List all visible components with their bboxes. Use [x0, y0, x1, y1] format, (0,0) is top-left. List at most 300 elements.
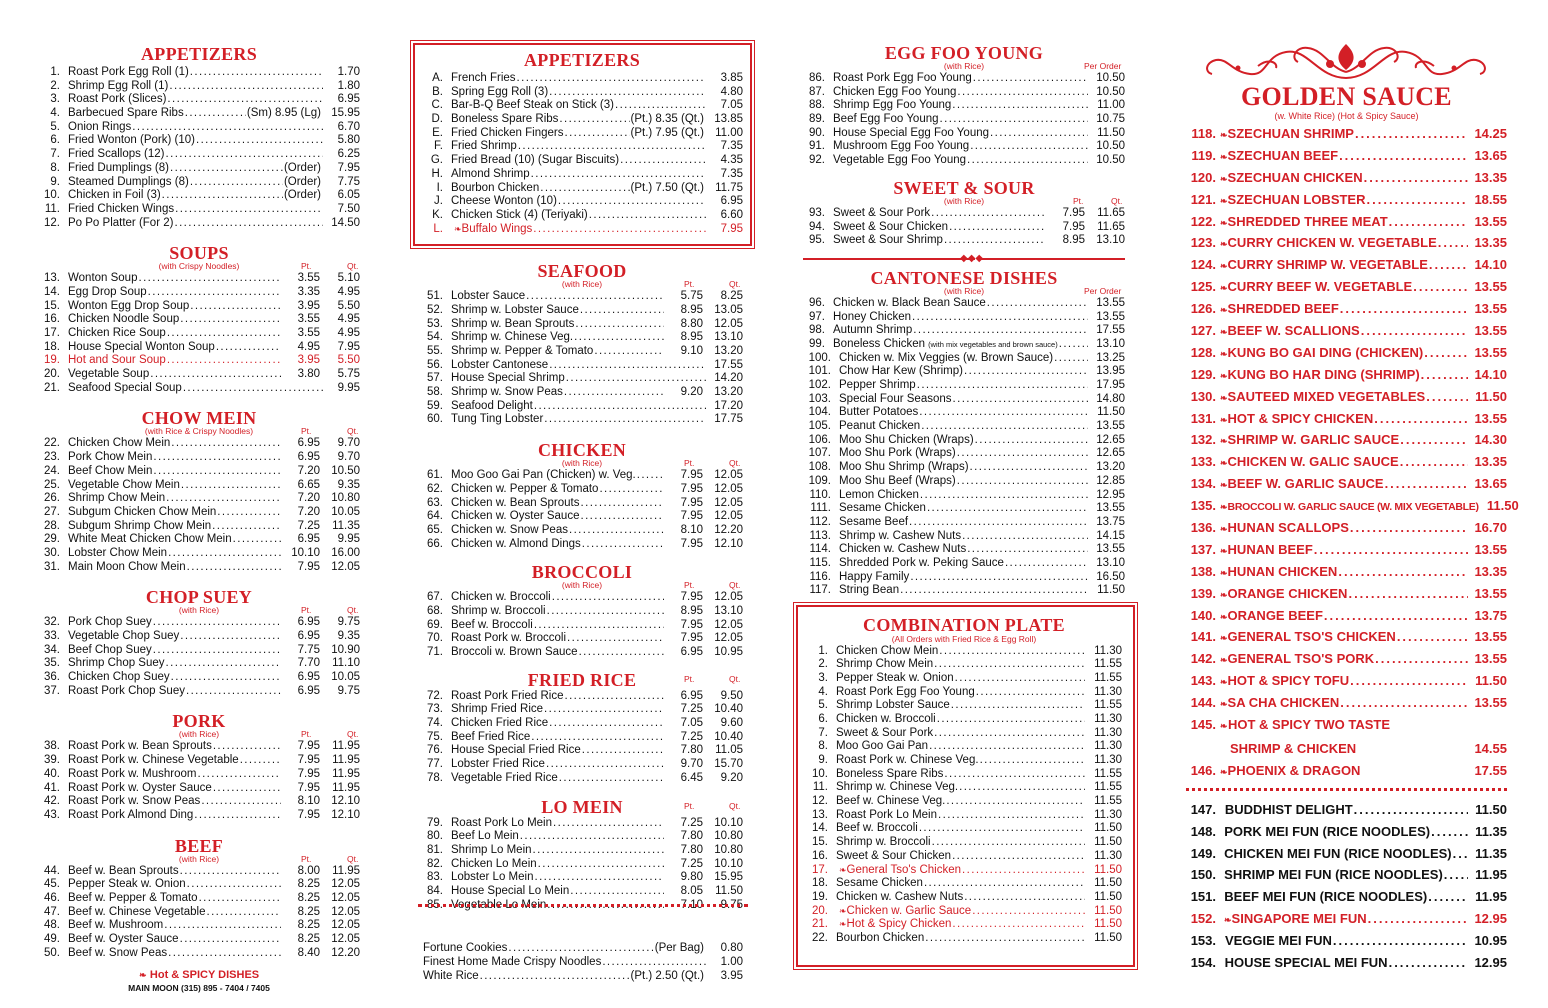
item-145: [1186, 714, 1507, 760]
menu-item: [803, 221, 1125, 235]
item-number: 135.: [1190, 498, 1216, 514]
dot-leader: [138, 272, 281, 286]
item-number: 87.: [809, 85, 825, 98]
item-price: 10.95: [714, 646, 743, 658]
menu-item: [803, 571, 1125, 585]
menu-item: [806, 672, 1122, 686]
dot-leader: [957, 475, 1088, 489]
item-name: Chicken w. Cashew Nuts: [839, 543, 967, 556]
menu-item: [421, 86, 743, 100]
item-price: 7.35: [720, 140, 743, 153]
chili-pepper-icon: ❧: [1220, 305, 1228, 316]
item-name: SZECHUAN LOBSTER: [1227, 191, 1366, 207]
menu-item: [1186, 145, 1507, 167]
menu-item: [421, 830, 743, 844]
dot-leader: [553, 817, 664, 831]
item-price: 13.35: [1474, 563, 1507, 579]
menu-item: [38, 644, 360, 658]
menu-column-4: [1186, 0, 1519, 974]
item-number: 78.: [427, 771, 443, 784]
item-name: HOT & SPICY TWO TASTE: [1228, 717, 1391, 733]
item-price: 5.75: [337, 368, 360, 381]
dot-leader: [938, 809, 1085, 823]
dot-leader: [1368, 908, 1468, 930]
item-name: Onion Rings: [68, 120, 132, 133]
dot-leader: [944, 234, 1046, 248]
dot-leader: [547, 605, 664, 619]
dot-leader: [575, 318, 664, 332]
item-number: 93.: [809, 206, 825, 219]
item-name: Shrimp w. Bean Sprouts: [451, 317, 575, 330]
cantonese-list: [803, 297, 1125, 598]
menu-item: [1186, 952, 1507, 974]
item-size-note: (Order): [283, 189, 321, 202]
dot-leader: [1350, 670, 1468, 692]
quart-header: Qt.: [729, 800, 741, 811]
item-price-pint: 7.20: [297, 464, 320, 477]
item-size-note: (Order): [283, 175, 321, 188]
item-price: 14.20: [714, 372, 743, 385]
item-price: 12.05: [331, 933, 360, 945]
item-number: 11.: [812, 781, 828, 794]
item-number: 127.: [1190, 323, 1216, 339]
menu-item: [1186, 864, 1507, 886]
dot-leader: [1413, 276, 1468, 298]
item-number: 104.: [808, 406, 831, 419]
quart-header: Qt.: [729, 458, 741, 469]
item-price: 13.35: [1474, 235, 1507, 251]
menu-item: [421, 318, 743, 332]
menu-item: [803, 584, 1125, 598]
dot-leader: [567, 632, 664, 646]
chili-pepper-icon: ❧: [1220, 589, 1228, 600]
item-price: 13.55: [1474, 301, 1507, 317]
item-number: 115.: [809, 556, 831, 569]
item-price-pint: 7.80: [680, 744, 703, 757]
chili-pepper-icon: ❧: [1220, 721, 1228, 732]
menu-item: [421, 483, 743, 497]
menu-item: [421, 413, 743, 427]
egg-foo-young-list: [803, 72, 1125, 168]
item-price: 11.55: [1094, 781, 1122, 794]
item-price-pint: 7.95: [680, 618, 703, 631]
item-price: 10.05: [331, 505, 360, 518]
item-name: PORK MEI FUN (RICE NOODLES): [1224, 823, 1431, 839]
item-146: [1186, 760, 1507, 782]
item-name: Roast Pork w. Broccoli: [451, 632, 567, 645]
item-price-pint: 8.25: [297, 878, 320, 891]
item-price: 12.05: [714, 317, 743, 330]
section-subtitle: (with Rice): [178, 853, 220, 864]
item-number: 85.: [427, 898, 443, 911]
item-price: 12.05: [714, 618, 743, 631]
item-price-pint: 7.25: [297, 519, 320, 532]
item-price: 14.15: [1096, 529, 1125, 542]
item-number: 15.: [812, 836, 828, 849]
item-price: 7.75: [337, 175, 360, 188]
item-price: 11.50: [1486, 498, 1519, 514]
item-price: 12.10: [331, 808, 360, 821]
item-name: HOT & SPICY TOFU: [1227, 673, 1350, 689]
item-name: Beef Chow Mein: [68, 464, 153, 477]
item-price: 10.80: [331, 492, 360, 505]
pint-header: Pt.: [684, 800, 695, 811]
item-price: 17.95: [1096, 379, 1125, 391]
dot-leader: [171, 671, 281, 685]
menu-item: [38, 933, 360, 947]
item-name: Shrimp w. Lobster Sauce: [451, 303, 579, 316]
item-price: 13.55: [1474, 344, 1507, 360]
dot-leader: [185, 107, 246, 121]
menu-item: [803, 72, 1125, 86]
item-price: 1.00: [720, 956, 743, 968]
chili-pepper-icon: ❧: [1220, 195, 1228, 206]
item-size-note: (Per Bag): [654, 942, 704, 955]
chili-pepper-icon: ❧: [1220, 327, 1228, 338]
item-price: 11.95: [1475, 867, 1507, 883]
item-name: Pepper Steak w. Onion: [68, 878, 186, 891]
dot-leader: [153, 451, 281, 465]
item-name: Autumn Shrimp: [833, 324, 913, 337]
dot-leader: [181, 479, 281, 493]
dot-leader: [615, 99, 706, 113]
chili-pepper-icon: ❧: [839, 905, 847, 916]
dot-leader: [1375, 648, 1468, 670]
menu-item: [421, 703, 743, 717]
item-number: 60.: [427, 413, 443, 426]
item-number: 21.: [812, 918, 828, 931]
menu-item: [806, 699, 1122, 713]
chili-pepper-icon: ❧: [1220, 173, 1228, 184]
item-number: 2.: [818, 658, 828, 671]
menu-item: [38, 533, 360, 547]
item-price: 7.95: [720, 222, 743, 235]
item-price: 10.40: [714, 730, 743, 743]
dot-leader: [952, 850, 1085, 864]
item-price: 13.35: [1474, 454, 1507, 470]
dot-leader: [927, 502, 1088, 516]
item-name: HOUSE SPECIAL MEI FUN: [1224, 954, 1388, 970]
menu-item: [38, 451, 360, 465]
item-name: Roast Pork Lo Mein: [836, 808, 937, 821]
item-price-pint: 9.80: [680, 871, 703, 884]
chili-pepper-icon: ❧: [839, 919, 847, 930]
dot-leader: [183, 382, 323, 396]
item-price: 12.95: [1474, 954, 1507, 970]
item-number: 32.: [44, 616, 60, 629]
item-price: 12.05: [714, 469, 743, 482]
dot-leader: [564, 690, 664, 704]
menu-item: [38, 906, 360, 920]
dot-leader: [957, 447, 1088, 461]
item-price: 6.70: [337, 120, 360, 133]
dot-leader: [929, 740, 1085, 754]
item-price: 12.10: [714, 537, 743, 550]
item-price: 4.95: [337, 327, 360, 339]
item-price: 13.10: [1096, 556, 1125, 569]
item-name: Honey Chicken: [833, 310, 911, 323]
item-number: 7.: [818, 726, 828, 739]
dot-leader: [552, 591, 664, 605]
item-price: 5.50: [337, 299, 360, 312]
item-price: 12.10: [331, 795, 360, 808]
menu-item: [803, 447, 1125, 461]
item-name: Roast Pork w. Snow Peas: [68, 795, 201, 808]
item-name: Barbecued Spare Ribs: [68, 107, 184, 120]
item-name: Chicken Egg Foo Young: [833, 85, 957, 98]
item-number: 81.: [427, 843, 443, 856]
item-number: 53.: [427, 317, 443, 330]
item-number: 3.: [818, 671, 828, 684]
item-name: Pork Chow Mein: [68, 451, 153, 464]
item-price: 13.55: [1096, 310, 1125, 323]
dot-leader: [201, 795, 281, 809]
dot-leader: [976, 686, 1085, 700]
dot-leader: [975, 434, 1088, 448]
item-price: 10.75: [1096, 113, 1125, 126]
menu-item: [1186, 583, 1507, 605]
item-name: Beef w. Chinese Veg.: [836, 795, 946, 808]
menu-item: [38, 561, 360, 575]
menu-item: [421, 304, 743, 318]
item-name: ORANGE CHICKEN: [1227, 585, 1348, 601]
item-name: Main Moon Chow Mein: [68, 560, 186, 573]
dot-leader: [1428, 886, 1468, 908]
section-subtitle: (with Crispy Noodles): [158, 261, 240, 272]
item-number: I.: [436, 181, 443, 194]
dot-leader: [637, 469, 664, 483]
item-price-pint: 10.10: [291, 546, 320, 559]
item-name: SHRIMP W. GARLIC SAUCE: [1227, 432, 1400, 448]
dot-leader: [168, 547, 281, 561]
item-price: 0.80: [720, 942, 743, 955]
seafood-list: [421, 290, 743, 427]
chili-pepper-icon: ❧: [1220, 370, 1228, 381]
item-price: 17.55: [714, 358, 743, 371]
item-name: Lobster Fried Rice: [451, 758, 545, 771]
item-name: BEEF MEI FUN (RICE NOODLES): [1224, 889, 1428, 905]
menu-item: [1186, 670, 1507, 692]
item-name: Spring Egg Roll (3): [451, 85, 549, 98]
item-price: 9.95: [337, 533, 360, 546]
item-name: Steamed Dumplings (8): [68, 175, 189, 188]
item-number: 133.: [1190, 454, 1216, 470]
menu-item: [1186, 495, 1519, 517]
item-name: Fortune Cookies: [423, 942, 508, 955]
menu-item: [38, 93, 360, 107]
spicy-legend: [38, 969, 360, 981]
item-name: Chicken w. Cashew Nuts: [836, 890, 964, 903]
section-title-chow-mein: CHOW MEIN: [141, 408, 257, 429]
menu-item: [803, 502, 1125, 516]
item-name: Chicken w. Oyster Sauce: [451, 510, 580, 523]
dot-leader: [549, 717, 664, 731]
appetizers-list: [38, 66, 360, 230]
item-price: 11.65: [1097, 220, 1125, 233]
menu-item: [38, 286, 360, 300]
section-title-cantonese: CANTONESE DISHES: [870, 267, 1058, 288]
restaurant-phone: MAIN MOON (315) 895 - 7404 / 7405: [128, 983, 270, 994]
quart-header: Qt.: [1111, 195, 1123, 206]
item-number: 113.: [809, 529, 831, 542]
dot-leader: [564, 386, 664, 400]
quart-header: Qt.: [729, 673, 741, 684]
menu-item: [421, 956, 743, 970]
dot-leader: [186, 685, 281, 699]
dot-leader: [1367, 189, 1469, 211]
item-price: 10.90: [331, 643, 360, 656]
menu-item: [421, 690, 743, 704]
dot-leader: [546, 758, 664, 772]
pint-header: Pt.: [301, 605, 312, 616]
item-number: 99.: [809, 337, 825, 350]
item-price: 12.85: [1096, 474, 1125, 487]
menu-item: [421, 372, 743, 386]
item-price-pint: 7.95: [297, 740, 320, 753]
pint-header: Pt.: [1073, 195, 1084, 206]
menu-item: [803, 489, 1125, 503]
menu-item: [38, 300, 360, 314]
menu-item: [421, 359, 743, 373]
item-price: 13.10: [714, 604, 743, 617]
dot-leader: [180, 313, 281, 327]
item-price-pint: 8.95: [680, 331, 703, 344]
dot-leader: [1340, 298, 1468, 320]
menu-item: [421, 127, 743, 141]
item-price: 6.25: [337, 148, 360, 161]
menu-item: [806, 795, 1122, 809]
dot-leader: [169, 80, 323, 94]
item-price-pint: 7.25: [680, 703, 703, 716]
menu-item: [806, 864, 1122, 878]
item-price-pint: 3.35: [297, 285, 320, 298]
dot-leader: [939, 645, 1085, 659]
quart-header: Qt.: [347, 261, 359, 272]
item-name: Shrimp w. Pepper & Tomato: [451, 345, 594, 357]
chili-pepper-icon: ❧: [1220, 633, 1228, 644]
menu-item: [421, 469, 743, 483]
item-price: 9.20: [720, 771, 743, 784]
menu-item: [1186, 429, 1507, 451]
item-number: 140.: [1190, 607, 1216, 623]
item-price-pint: 6.45: [680, 771, 703, 784]
item-price: 11.95: [332, 740, 360, 753]
item-price-pint: 7.95: [680, 469, 703, 482]
dot-leader: [212, 520, 281, 534]
item-number: 22.: [44, 437, 60, 450]
item-name: Chicken w. Snow Peas: [451, 523, 568, 536]
item-price-pint: 6.95: [297, 451, 320, 464]
diamond-ornament-icon: ◆◆◆: [960, 252, 984, 264]
menu-item: [38, 327, 360, 341]
item-price-pint: 7.95: [680, 496, 703, 509]
menu-item: [421, 223, 743, 237]
item-name: Special Four Seasons: [839, 392, 952, 405]
dot-leader: [574, 331, 664, 345]
item-price: 7.35: [720, 167, 743, 180]
menu-item: [421, 497, 743, 511]
dot-leader: [1400, 429, 1468, 451]
item-price: 11.50: [1094, 836, 1122, 849]
dot-leader: [538, 858, 664, 872]
item-price: 11.95: [332, 767, 360, 780]
item-name: Roast Pork Almond Ding: [68, 808, 194, 821]
item-number: 10.: [44, 189, 60, 202]
item-price: 10.50: [1096, 140, 1125, 153]
item-name: Sweet & Sour Shrimp: [833, 234, 943, 247]
menu-item: [803, 365, 1125, 379]
section-subtitle: (with Rice): [561, 279, 603, 290]
item-price: 12.05: [331, 919, 360, 932]
dot-leader: [206, 906, 281, 920]
item-number: 88.: [809, 99, 825, 112]
dot-leader: [970, 140, 1088, 154]
item-price: 11.00: [1097, 99, 1125, 112]
item-price: 6.05: [337, 189, 360, 202]
menu-item: [38, 616, 360, 630]
item-price: 13.20: [1096, 461, 1125, 474]
item-number: 75.: [427, 730, 443, 743]
item-price-pint: 7.80: [680, 843, 703, 856]
item-number: 45.: [44, 878, 60, 891]
item-name: Roast Pork Lo Mein: [451, 816, 552, 829]
item-price: 11.95: [332, 781, 360, 794]
chili-pepper-icon: ❧: [839, 864, 847, 875]
item-name: Butter Potatoes: [839, 406, 919, 419]
dot-leader: [559, 113, 629, 127]
item-name: Chicken w. Broccoli: [451, 591, 551, 604]
item-name: CURRY BEEF W. VEGETABLE: [1227, 279, 1413, 295]
item-name: Fried Chicken Wings: [68, 202, 175, 215]
item-price: 9.75: [337, 684, 360, 697]
item-price: 10.50: [331, 464, 360, 477]
item-name: Roast Pork Chop Suey: [68, 684, 185, 697]
item-price-pint: 7.95: [680, 482, 703, 495]
dot-leader: [980, 754, 1085, 768]
menu-item: [38, 203, 360, 217]
item-number: 14.: [812, 822, 828, 835]
item-price-pint: 3.95: [297, 354, 320, 367]
item-name: Roast Pork Fried Rice: [451, 689, 564, 702]
menu-item: [803, 311, 1125, 325]
menu-item: [38, 176, 360, 190]
item-number: 100.: [808, 351, 831, 364]
item-price: 12.05: [714, 496, 743, 509]
chili-pepper-icon: ❧: [1220, 348, 1228, 359]
item-number: 1.: [818, 644, 828, 657]
item-number: 9.: [50, 175, 60, 188]
dot-leader: [932, 836, 1085, 850]
menu-item: [1186, 342, 1507, 364]
item-price: 13.05: [714, 303, 743, 316]
item-number: 70.: [427, 632, 443, 645]
dot-leader: [233, 533, 281, 547]
beef-list: [38, 865, 360, 961]
item-price: 6.95: [337, 93, 360, 106]
item-price: 13.10: [714, 331, 743, 344]
pork-list: [38, 740, 360, 822]
item-number: 37.: [44, 684, 60, 697]
item-name: Seafood Special Soup: [68, 381, 182, 394]
item-name: Beef Chop Suey: [68, 643, 152, 656]
menu-item: [421, 113, 743, 127]
dot-leader: [955, 672, 1085, 686]
item-price: 9.70: [337, 451, 360, 464]
item-name: Cheese Wonton (10): [451, 195, 557, 208]
item-price: 14.50: [331, 216, 360, 229]
item-number: 105.: [808, 420, 831, 433]
item-name: Moo Goo Gai Pan (Chicken) w. Veg.: [451, 469, 636, 482]
